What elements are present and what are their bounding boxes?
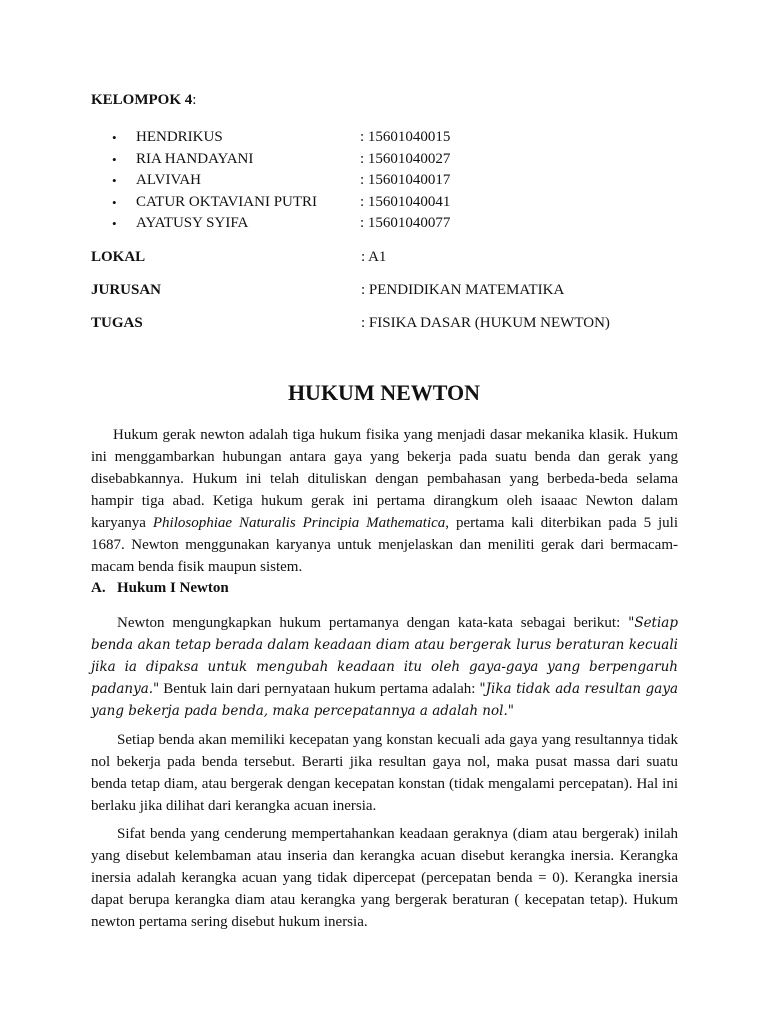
member-nim: : 15601040041 (360, 193, 451, 210)
group-colon: : (192, 92, 197, 108)
member-nim: : 15601040017 (360, 172, 451, 188)
member-name: HENDRIKUS (136, 129, 223, 145)
member-item (114, 127, 594, 149)
member-name: CATUR OKTAVIANI PUTRI (136, 193, 318, 210)
bullet-icon: • (112, 151, 117, 167)
member-nim: : 15601040027 (360, 150, 451, 167)
bullet-icon: • (112, 130, 117, 145)
member-name: ALVIVAH (136, 172, 202, 188)
field-value: : FISIKA DASAR (HUKUM NEWTON) (361, 315, 610, 331)
law1-paragraph-1 (91, 612, 678, 722)
bullet-icon: • (112, 216, 117, 231)
field-tugas (91, 312, 691, 334)
field-label: LOKAL (91, 249, 146, 265)
member-item (114, 149, 594, 171)
field-label: JURUSAN (91, 282, 162, 298)
law1-lead: Newton mengungkapkan hukum pertamanya dengan kata-kata sebagai berikut: (117, 615, 629, 631)
bullet-icon: • (112, 173, 117, 188)
member-name: RIA HANDAYANI (136, 150, 254, 167)
law1-quote-2: "Jika tidak ada resultan gaya yang bekerja pada benda, maka percepatannya a adalah nol." (91, 681, 678, 719)
member-list (114, 127, 594, 235)
book-title: Philosophiae Naturalis Principia Mathematica (152, 515, 446, 531)
group-label: KELOMPOK 4 (91, 92, 193, 108)
intro-text-1: Hukum gerak newton adalah tiga hukum fisika yang menjadi dasar mekanika klasik. Hukum ini menggambarkan hubungan antara gaya yang bekerja pada suatu benda dan gerak yang disebabkannya. Hukum ini telah dituliskan dengan pembahasan yang berbeda-beda selama hampir tiga abad. Ketiga hukum gerak ini pertama dirangkum oleh isaaac Newton dalam karyanya (91, 427, 678, 531)
section-heading-a (91, 580, 229, 597)
member-name: AYATUSY SYIFA (136, 215, 249, 231)
law1-paragraph-2: Setiap benda akan memiliki kecepatan yang konstan kecuali ada gaya yang resultannya tidak nol bekerja pada benda tersebut. Berarti jika resultan gaya nol, maka pusat massa dari suatu benda tetap diam, atau bergerak dengan kecepatan konstan (tidak mengalami percepatan). Hal ini berlaku jika dilihat dari kerangka acuan inersia. (91, 732, 678, 814)
member-item (114, 170, 594, 192)
intro-paragraph (91, 424, 678, 578)
bullet-icon: • (112, 194, 117, 210)
member-nim: : 15601040015 (360, 129, 451, 145)
section-letter: A. (91, 580, 106, 596)
law1-quote-1: "Setiap benda akan tetap berada dalam keadaan diam atau bergerak lurus beraturan kecuali jika ia dipaksa untuk mengubah keadaan itu oleh gaya-gaya yang berpengaruh padanya." (91, 615, 678, 697)
member-item (114, 192, 594, 214)
field-label: TUGAS (91, 315, 143, 331)
field-lokal (91, 246, 691, 268)
law1-middle: Bentuk lain dari pernyataan hukum pertama adalah: (159, 681, 480, 697)
law1-paragraph-3: Sifat benda yang cenderung mempertahankan keadaan geraknya (diam atau bergerak) inilah yang disebut kelembaman atau inseria dan kerangka acuan disebut kerangka inersia. Kerangka inersia adalah kerangka acuan yang tidak dipercepat (percepatan benda = 0). Kerangka inersia dapat berupa kerangka diam atau kerangka yang bergerak beraturan ( kecepatan tetap). Hukum newton pertama sering disebut hukum inersia. (91, 826, 678, 930)
field-jurusan (91, 279, 691, 301)
section-heading-text: Hukum I Newton (117, 580, 229, 596)
member-item (114, 213, 594, 235)
intro-text-2: , pertama kali diterbikan pada 5 juli 1687. Newton menggunakan karyanya untuk menjelaskan dan meniliti gerak dari bermacam-macam benda fisik maupun sistem. (91, 515, 678, 575)
page-title: HUKUM NEWTON (287, 380, 481, 405)
field-value: : PENDIDIKAN MATEMATIKA (361, 282, 565, 298)
member-nim: : 15601040077 (360, 215, 451, 231)
group-title (91, 92, 196, 109)
field-value: : A1 (361, 249, 387, 265)
